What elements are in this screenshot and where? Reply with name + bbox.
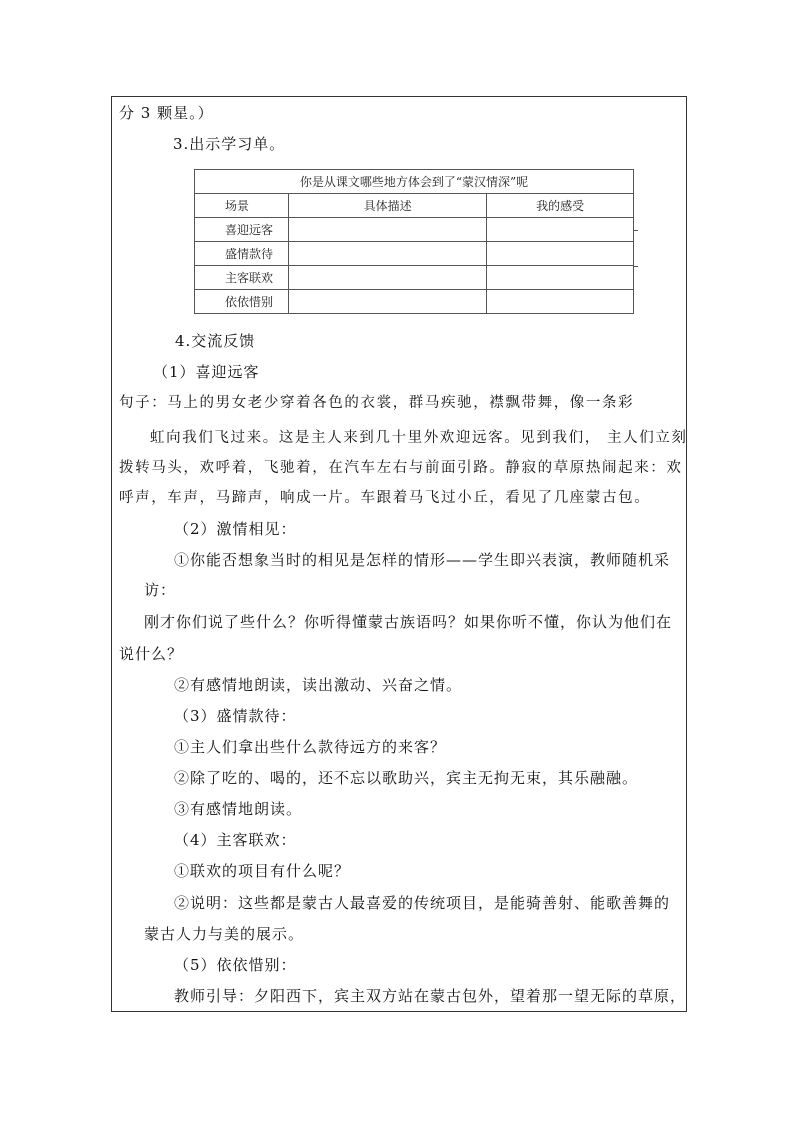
table-row: [195, 266, 634, 290]
text-line: 刚才你们说了些什么？你听得懂蒙古族语吗？如果你听不懂，你认为他们在: [144, 613, 673, 631]
table-edge-tick: [634, 266, 638, 267]
section-heading: 3.出示学习单。: [173, 135, 286, 153]
table-row: [195, 218, 634, 242]
text-line: ②说明：这些都是蒙古人最喜爱的传统项目，是能骑善射、能歌善舞的: [174, 894, 671, 912]
feeling-cell: [487, 290, 634, 314]
table-title-row: [195, 170, 634, 194]
scene-cell: 依依惜别: [195, 290, 289, 314]
table-row: [195, 290, 634, 314]
feeling-cell: [487, 266, 634, 290]
scene-cell: 盛情款待: [195, 242, 289, 266]
section-heading: 4.交流反馈: [175, 332, 256, 350]
description-cell: [288, 290, 486, 314]
scene-cell: 主客联欢: [195, 266, 289, 290]
description-cell: [288, 242, 486, 266]
text-line: ②有感情地朗读，读出激动、兴奋之情。: [174, 676, 463, 694]
quoted-sentence-line: 拨转马头，欢呼着，飞驰着，在汽车左右与前面引路。静寂的草原热闹起来：欢: [119, 460, 683, 476]
table-header-row: [195, 194, 634, 218]
quoted-sentence-line: 呼声，车声，马蹄声，响成一片。车跟着马飞过小丘，看见了几座蒙古包。: [119, 490, 651, 506]
text-line: ①联欢的项目有什么呢？: [174, 862, 351, 880]
subsection-heading: （5）依依惜别：: [174, 956, 297, 974]
table-row: [195, 242, 634, 266]
text-line: 说什么？: [119, 645, 184, 663]
quoted-sentence-line: 虹向我们飞过来。这是主人来到几十里外欢迎远客。见到我们， 主人们立刻: [150, 430, 688, 446]
table-edge-tick: [634, 230, 638, 231]
table-title: 你是从课文哪些地方体会到了“蒙汉情深”呢: [195, 170, 634, 194]
feeling-cell: [487, 242, 634, 266]
subsection-heading: （4）主客联欢：: [174, 831, 297, 849]
scene-cell: 喜迎远客: [195, 218, 289, 242]
feeling-cell: [487, 218, 634, 242]
description-cell: [288, 218, 486, 242]
subsection-heading: （3）盛情款待：: [174, 707, 297, 725]
text-line: 蒙古人力与美的展示。: [144, 925, 305, 943]
text-line: 访：: [144, 581, 177, 599]
text-line: 分 3 颗星。）: [119, 104, 214, 122]
text-line: ①主人们拿出些什么款待远方的来客？: [174, 738, 447, 756]
text-line: ③有感情地朗读。: [174, 800, 303, 818]
text-line: ②除了吃的、喝的，还不忘以歌助兴，宾主无拘无束，其乐融融。: [174, 769, 639, 787]
subsection-heading: （1）喜迎远客: [153, 363, 260, 381]
subsection-heading: （2）激情相见：: [174, 520, 297, 538]
study-sheet-table: [194, 169, 634, 314]
column-header: 具体描述: [288, 194, 486, 218]
quoted-sentence-line: 句子：马上的男女老少穿着各色的衣裳，群马疾驰，襟飘带舞，像一条彩: [119, 395, 635, 411]
column-header: 我的感受: [487, 194, 634, 218]
description-cell: [288, 266, 486, 290]
text-line: ①你能否想象当时的相见是怎样的情形——学生即兴表演，教师随机采: [174, 551, 671, 569]
column-header: 场景: [195, 194, 289, 218]
text-line: 教师引导：夕阳西下，宾主双方站在蒙古包外，望着那一望无际的草原，: [174, 987, 687, 1005]
